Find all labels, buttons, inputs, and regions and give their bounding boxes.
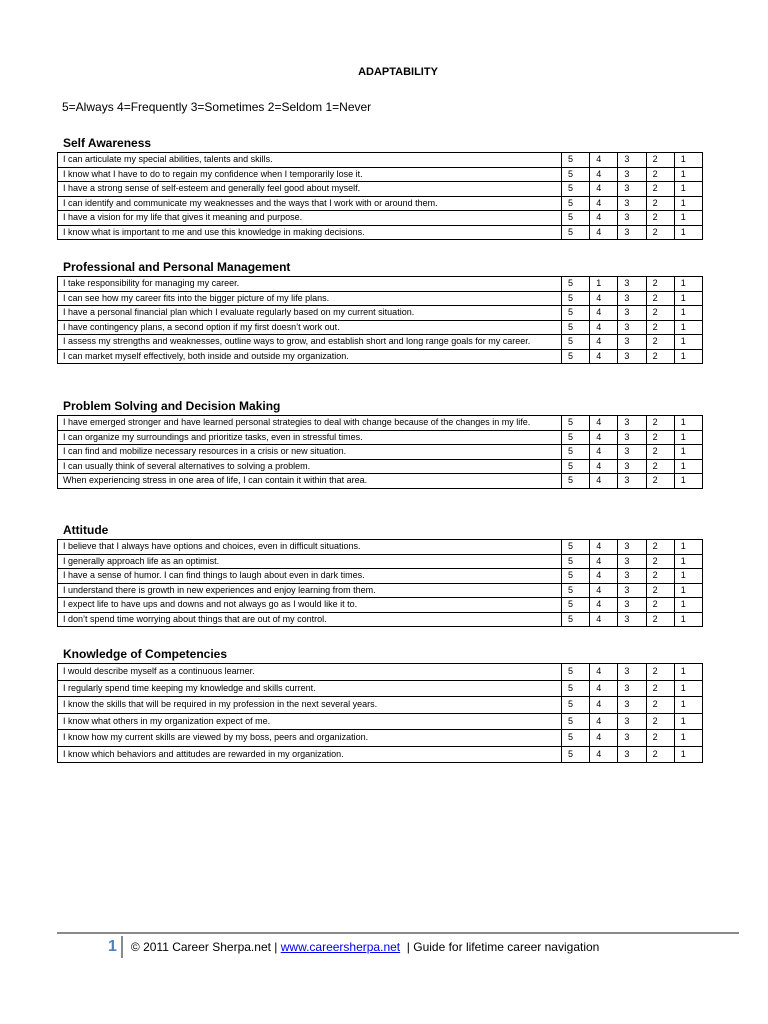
- section-professional-personal-management: [57, 260, 703, 364]
- rating-cell[interactable]: 2: [646, 291, 674, 306]
- rating-cell[interactable]: 1: [674, 416, 702, 431]
- rating-cell[interactable]: 4: [590, 474, 618, 489]
- rating-cell[interactable]: 3: [618, 291, 646, 306]
- table-row: [58, 167, 703, 182]
- rating-cell[interactable]: 1: [674, 459, 702, 474]
- rating-cell[interactable]: 3: [618, 583, 646, 598]
- table-row: [58, 416, 703, 431]
- rating-cell[interactable]: 2: [646, 583, 674, 598]
- rating-cell[interactable]: 4: [590, 291, 618, 306]
- rating-cell[interactable]: 2: [646, 598, 674, 613]
- rating-cell[interactable]: 3: [618, 416, 646, 431]
- rating-cell[interactable]: 2: [646, 306, 674, 321]
- rating-cell[interactable]: 4: [590, 746, 618, 763]
- rating-cell[interactable]: 5: [562, 569, 590, 584]
- rating-table: [57, 276, 703, 364]
- table-row: [58, 196, 703, 211]
- statement-cell: I know what I have to do to regain my confidence when I temporarily lose it.: [58, 167, 562, 182]
- rating-cell[interactable]: 3: [618, 445, 646, 460]
- rating-cell[interactable]: 1: [674, 349, 702, 364]
- rating-cell[interactable]: 5: [562, 349, 590, 364]
- rating-cell[interactable]: 5: [562, 697, 590, 714]
- table-row: [58, 612, 703, 627]
- rating-cell[interactable]: 4: [590, 730, 618, 747]
- rating-table: [57, 663, 703, 763]
- rating-cell[interactable]: 1: [674, 474, 702, 489]
- rating-cell[interactable]: 2: [646, 416, 674, 431]
- rating-cell[interactable]: 5: [562, 713, 590, 730]
- rating-cell[interactable]: 1: [674, 196, 702, 211]
- rating-cell[interactable]: 2: [646, 697, 674, 714]
- rating-cell[interactable]: 5: [562, 182, 590, 197]
- page-number: 1: [108, 938, 117, 955]
- table-row: [58, 335, 703, 350]
- rating-cell[interactable]: 5: [562, 335, 590, 350]
- rating-cell[interactable]: 4: [590, 459, 618, 474]
- rating-cell[interactable]: 3: [618, 211, 646, 226]
- rating-cell[interactable]: 4: [590, 320, 618, 335]
- rating-cell[interactable]: 2: [646, 664, 674, 681]
- rating-cell[interactable]: 4: [590, 182, 618, 197]
- rating-cell[interactable]: 4: [590, 697, 618, 714]
- statement-cell: I have a strong sense of self-esteem and generally feel good about myself.: [58, 182, 562, 197]
- rating-cell[interactable]: 3: [618, 167, 646, 182]
- statement-cell: I can articulate my special abilities, talents and skills.: [58, 153, 562, 168]
- rating-cell[interactable]: 5: [562, 746, 590, 763]
- rating-cell[interactable]: 1: [674, 320, 702, 335]
- rating-cell[interactable]: 3: [618, 335, 646, 350]
- rating-cell[interactable]: 1: [674, 430, 702, 445]
- rating-cell[interactable]: 4: [590, 680, 618, 697]
- table-row: [58, 277, 703, 292]
- table-row: [58, 554, 703, 569]
- rating-cell[interactable]: 1: [590, 277, 618, 292]
- table-row: [58, 153, 703, 168]
- rating-cell[interactable]: 1: [674, 211, 702, 226]
- rating-cell[interactable]: 4: [590, 416, 618, 431]
- rating-cell[interactable]: 4: [590, 153, 618, 168]
- rating-cell[interactable]: 3: [618, 196, 646, 211]
- table-row: [58, 680, 703, 697]
- rating-cell[interactable]: 3: [618, 569, 646, 584]
- rating-cell[interactable]: 4: [590, 445, 618, 460]
- rating-cell[interactable]: 4: [590, 612, 618, 627]
- rating-cell[interactable]: 3: [618, 664, 646, 681]
- rating-cell[interactable]: 1: [674, 167, 702, 182]
- rating-cell[interactable]: 2: [646, 335, 674, 350]
- rating-cell[interactable]: 5: [562, 211, 590, 226]
- table-row: [58, 569, 703, 584]
- rating-cell[interactable]: 1: [674, 225, 702, 240]
- rating-cell[interactable]: 3: [618, 746, 646, 763]
- section-problem-solving: [57, 399, 703, 489]
- rating-cell[interactable]: 1: [674, 306, 702, 321]
- rating-cell[interactable]: 5: [562, 225, 590, 240]
- rating-cell[interactable]: 2: [646, 167, 674, 182]
- statement-cell: I know what is important to me and use this knowledge in making decisions.: [58, 225, 562, 240]
- rating-cell[interactable]: 3: [618, 540, 646, 555]
- section-self-awareness: [57, 136, 703, 240]
- rating-cell[interactable]: 2: [646, 746, 674, 763]
- rating-cell[interactable]: 5: [562, 306, 590, 321]
- rating-cell[interactable]: 1: [674, 277, 702, 292]
- rating-cell[interactable]: 1: [674, 730, 702, 747]
- rating-cell[interactable]: 1: [674, 713, 702, 730]
- rating-cell[interactable]: 5: [562, 291, 590, 306]
- statement-cell: I have contingency plans, a second option if my first doesn’t work out.: [58, 320, 562, 335]
- rating-cell[interactable]: 5: [562, 430, 590, 445]
- statement-cell: I can find and mobilize necessary resources in a crisis or new situation.: [58, 445, 562, 460]
- rating-cell[interactable]: 5: [562, 416, 590, 431]
- rating-cell[interactable]: 2: [646, 554, 674, 569]
- section-heading: Problem Solving and Decision Making: [63, 399, 281, 413]
- rating-cell[interactable]: 1: [674, 153, 702, 168]
- statement-cell: I can identify and communicate my weaknesses and the ways that I work with or around them.: [58, 196, 562, 211]
- table-row: [58, 291, 703, 306]
- rating-cell[interactable]: 5: [562, 680, 590, 697]
- statement-cell: I have a vision for my life that gives it meaning and purpose.: [58, 211, 562, 226]
- table-row: [58, 445, 703, 460]
- rating-cell[interactable]: 5: [562, 167, 590, 182]
- rating-cell[interactable]: 4: [590, 664, 618, 681]
- rating-cell[interactable]: 4: [590, 349, 618, 364]
- rating-cell[interactable]: 5: [562, 459, 590, 474]
- statement-cell: I would describe myself as a continuous learner.: [58, 664, 562, 681]
- rating-cell[interactable]: 1: [674, 335, 702, 350]
- section-heading: Knowledge of Competencies: [63, 647, 228, 661]
- table-row: [58, 459, 703, 474]
- rating-cell[interactable]: 2: [646, 211, 674, 226]
- section-knowledge-of-competencies: [57, 647, 703, 763]
- rating-cell[interactable]: 2: [646, 225, 674, 240]
- table-row: [58, 306, 703, 321]
- rating-cell[interactable]: 5: [562, 153, 590, 168]
- rating-cell[interactable]: 4: [590, 211, 618, 226]
- rating-cell[interactable]: 2: [646, 430, 674, 445]
- rating-cell[interactable]: 2: [646, 182, 674, 197]
- rating-cell[interactable]: 4: [590, 583, 618, 598]
- rating-cell[interactable]: 4: [590, 196, 618, 211]
- rating-cell[interactable]: 5: [562, 540, 590, 555]
- statement-cell: I know what others in my organization expect of me.: [58, 713, 562, 730]
- copyright-text: © 2011 Career Sherpa.net |: [130, 940, 281, 954]
- rating-cell[interactable]: 2: [646, 713, 674, 730]
- statement-cell: I can usually think of several alternatives to solving a problem.: [58, 459, 562, 474]
- rating-cell[interactable]: 4: [590, 167, 618, 182]
- table-row: [58, 598, 703, 613]
- rating-cell[interactable]: 1: [674, 540, 702, 555]
- table-row: [58, 320, 703, 335]
- rating-cell[interactable]: 3: [618, 598, 646, 613]
- table-row: [58, 430, 703, 445]
- table-row: [58, 225, 703, 240]
- rating-table: [57, 415, 703, 489]
- rating-cell[interactable]: 2: [646, 445, 674, 460]
- rating-cell[interactable]: 3: [618, 730, 646, 747]
- statement-cell: I know which behaviors and attitudes are rewarded in my organization.: [58, 746, 562, 763]
- rating-cell[interactable]: 5: [562, 196, 590, 211]
- rating-cell[interactable]: 1: [674, 664, 702, 681]
- table-row: [58, 730, 703, 747]
- rating-cell[interactable]: 3: [618, 306, 646, 321]
- rating-cell[interactable]: 2: [646, 730, 674, 747]
- rating-cell[interactable]: 5: [562, 612, 590, 627]
- statement-cell: I know the skills that will be required in my profession in the next several years.: [58, 697, 562, 714]
- website-link[interactable]: www.careersherpa.net: [280, 940, 401, 954]
- statement-cell: I can market myself effectively, both inside and outside my organization.: [58, 349, 562, 364]
- rating-cell[interactable]: 3: [618, 349, 646, 364]
- footer-tagline: | Guide for lifetime career navigation: [400, 940, 600, 954]
- rating-cell[interactable]: 3: [618, 225, 646, 240]
- rating-cell[interactable]: 4: [590, 713, 618, 730]
- rating-cell[interactable]: 5: [562, 277, 590, 292]
- rating-cell[interactable]: 1: [674, 612, 702, 627]
- rating-cell[interactable]: 1: [674, 680, 702, 697]
- rating-cell[interactable]: 5: [562, 583, 590, 598]
- table-row: [58, 211, 703, 226]
- statement-cell: I understand there is growth in new experiences and enjoy learning from them.: [58, 583, 562, 598]
- rating-cell[interactable]: 3: [618, 182, 646, 197]
- table-row: [58, 540, 703, 555]
- statement-cell: I can see how my career fits into the bigger picture of my life plans.: [58, 291, 562, 306]
- rating-cell[interactable]: 2: [646, 569, 674, 584]
- statement-cell: I expect life to have ups and downs and not always go as I would like it to.: [58, 598, 562, 613]
- rating-cell[interactable]: 3: [618, 713, 646, 730]
- statement-cell: I assess my strengths and weaknesses, outline ways to grow, and establish short and long range goals for my career.: [58, 335, 562, 350]
- statement-cell: I regularly spend time keeping my knowledge and skills current.: [58, 680, 562, 697]
- rating-table: [57, 539, 703, 627]
- rating-cell[interactable]: 3: [618, 153, 646, 168]
- rating-cell[interactable]: 1: [674, 583, 702, 598]
- rating-cell[interactable]: 2: [646, 277, 674, 292]
- rating-cell[interactable]: 5: [562, 554, 590, 569]
- rating-cell[interactable]: 5: [562, 320, 590, 335]
- rating-cell[interactable]: 5: [562, 474, 590, 489]
- rating-cell[interactable]: 2: [646, 474, 674, 489]
- rating-cell[interactable]: 4: [590, 554, 618, 569]
- rating-cell[interactable]: 2: [646, 680, 674, 697]
- rating-cell[interactable]: 2: [646, 540, 674, 555]
- statement-cell: I believe that I always have options and choices, even in difficult situations.: [58, 540, 562, 555]
- rating-cell[interactable]: 4: [590, 598, 618, 613]
- rating-cell[interactable]: 3: [618, 680, 646, 697]
- statement-cell: I know how my current skills are viewed by my boss, peers and organization.: [58, 730, 562, 747]
- rating-cell[interactable]: 2: [646, 459, 674, 474]
- rating-cell[interactable]: 2: [646, 153, 674, 168]
- footer-separator: [121, 936, 123, 958]
- rating-cell[interactable]: 1: [674, 182, 702, 197]
- statement-cell: When experiencing stress in one area of life, I can contain it within that area.: [58, 474, 562, 489]
- table-row: [58, 583, 703, 598]
- statement-cell: I can organize my surroundings and prioritize tasks, even in stressful times.: [58, 430, 562, 445]
- table-row: [58, 664, 703, 681]
- rating-cell[interactable]: 3: [618, 430, 646, 445]
- statement-cell: I have a sense of humor. I can find things to laugh about even in dark times.: [58, 569, 562, 584]
- rating-cell[interactable]: 1: [674, 445, 702, 460]
- rating-cell[interactable]: 3: [618, 459, 646, 474]
- rating-cell[interactable]: 5: [562, 598, 590, 613]
- rating-cell[interactable]: 1: [674, 569, 702, 584]
- table-row: [58, 697, 703, 714]
- rating-cell[interactable]: 4: [590, 335, 618, 350]
- rating-cell[interactable]: 1: [674, 291, 702, 306]
- rating-cell[interactable]: 2: [646, 612, 674, 627]
- rating-cell[interactable]: 4: [590, 540, 618, 555]
- page-footer: [108, 936, 599, 958]
- rating-cell[interactable]: 3: [618, 697, 646, 714]
- rating-cell[interactable]: 4: [590, 430, 618, 445]
- rating-cell[interactable]: 3: [618, 554, 646, 569]
- rating-cell[interactable]: 4: [590, 306, 618, 321]
- table-row: [58, 713, 703, 730]
- table-row: [58, 182, 703, 197]
- rating-cell[interactable]: 2: [646, 196, 674, 211]
- statement-cell: I generally approach life as an optimist.: [58, 554, 562, 569]
- rating-cell[interactable]: 3: [618, 612, 646, 627]
- table-row: [58, 474, 703, 489]
- rating-scale-legend: 5=Always 4=Frequently 3=Sometimes 2=Seldom 1=Never: [62, 100, 372, 114]
- table-row: [58, 746, 703, 763]
- document-title: ADAPTABILITY: [358, 66, 438, 78]
- rating-table: [57, 152, 703, 240]
- rating-cell[interactable]: 3: [618, 277, 646, 292]
- rating-cell[interactable]: 1: [674, 746, 702, 763]
- rating-cell[interactable]: 1: [674, 697, 702, 714]
- rating-cell[interactable]: 5: [562, 664, 590, 681]
- section-attitude: [57, 523, 703, 627]
- rating-cell[interactable]: 5: [562, 730, 590, 747]
- rating-cell[interactable]: 3: [618, 320, 646, 335]
- rating-cell[interactable]: 4: [590, 569, 618, 584]
- rating-cell[interactable]: 3: [618, 474, 646, 489]
- statement-cell: I have a personal financial plan which I evaluate regularly based on my current situation.: [58, 306, 562, 321]
- table-row: [58, 349, 703, 364]
- section-heading: Attitude: [63, 523, 109, 537]
- rating-cell[interactable]: 4: [590, 225, 618, 240]
- rating-cell[interactable]: 1: [674, 598, 702, 613]
- rating-cell[interactable]: 1: [674, 554, 702, 569]
- statement-cell: I take responsibility for managing my career.: [58, 277, 562, 292]
- section-heading: Self Awareness: [63, 136, 152, 150]
- footer-divider: [57, 932, 739, 934]
- rating-cell[interactable]: 2: [646, 349, 674, 364]
- statement-cell: I have emerged stronger and have learned personal strategies to deal with change because of the changes in my life.: [58, 416, 562, 431]
- rating-cell[interactable]: 2: [646, 320, 674, 335]
- statement-cell: I don’t spend time worrying about things that are out of my control.: [58, 612, 562, 627]
- rating-cell[interactable]: 5: [562, 445, 590, 460]
- section-heading: Professional and Personal Management: [63, 260, 291, 274]
